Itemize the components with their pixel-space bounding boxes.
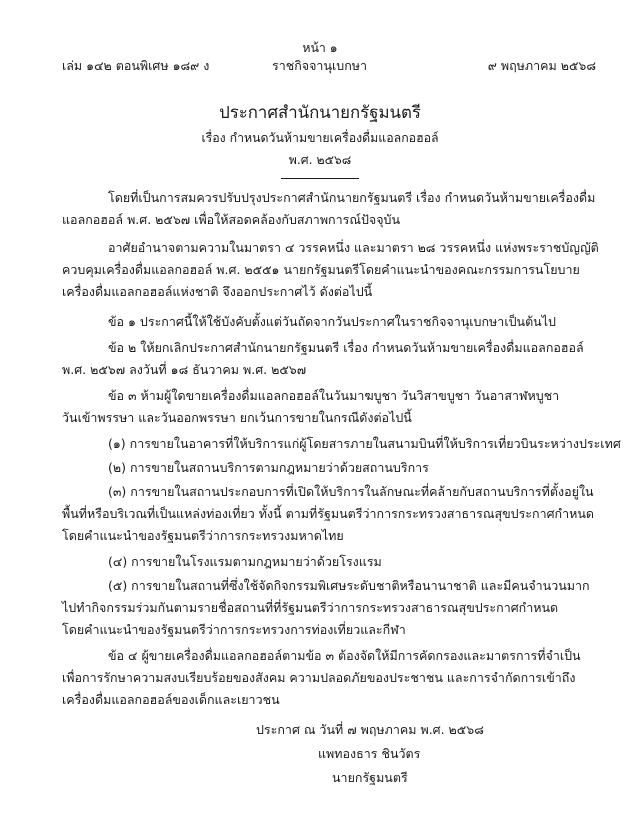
paragraph-line: โดยที่เป็นการสมควรปรับปรุงประกาศสำนักนายกรัฐมนตรี เรื่อง กำหนดวันห้ามขายเครื่องดื่ม — [108, 190, 596, 205]
clause-line: ข้อ ๑ ประกาศนี้ให้ใช้บังคับตั้งแต่วันถัดจากวันประกาศในราชกิจจานุเบกษาเป็นต้นไป — [108, 314, 556, 329]
page-number: หน้า ๑ — [302, 41, 338, 55]
publication-date: ๙ พฤษภาคม ๒๕๖๘ — [487, 58, 596, 73]
item-line: พื้นที่หรือบริเวณที่เป็นแหล่งท่องเที่ยว ทั้งนี้ ตามที่รัฐมนตรีว่าการกระทรวงสาธารณสุขประกาศกำหนด — [62, 506, 595, 521]
item-line: (๕) การขายในสถานที่ซึ่งใช้จัดกิจกรรมพิเศษระดับชาติหรือนานาชาติ และมีคนจำนวนมาก — [108, 578, 590, 593]
title-divider — [281, 178, 359, 179]
announcement-title: ประกาศสำนักนายกรัฐมนตรี — [219, 102, 421, 122]
clause-line: เครื่องดื่มแอลกอฮอล์ของเด็กและเยาวชน — [62, 692, 280, 707]
paragraph-line: เครื่องดื่มแอลกอฮอล์แห่งชาติ จึงออกประกาศไว้ ดังต่อไปนี้ — [62, 284, 373, 299]
item-line: โดยคำแนะนำของรัฐมนตรีว่าการกระทรวงการท่องเที่ยวและกีฬา — [62, 622, 406, 637]
paragraph-line: แอลกอฮอล์ พ.ศ. ๒๕๖๗ เพื่อให้สอดคล้องกับสภาพการณ์ปัจจุบัน — [62, 212, 401, 227]
item-line: ไปทำกิจกรรมร่วมกันตามรายชื่อสถานที่ที่รัฐมนตรีว่าการกระทรวงสาธารณสุขประกาศกำหนด — [62, 600, 559, 615]
signatory-position: นายกรัฐมนตรี — [332, 770, 408, 785]
clause-line: วันเข้าพรรษา และวันออกพรรษา ยกเว้นการขายในกรณีดังต่อไปนี้ — [62, 410, 412, 425]
clause-line: ข้อ ๔ ผู้ขายเครื่องดื่มแอลกอฮอล์ตามข้อ ๓ ต้องจัดให้มีการคัดกรองและมาตรการที่จำเป็น — [108, 648, 581, 663]
clause-line: ข้อ ๒ ให้ยกเลิกประกาศสำนักนายกรัฐมนตรี เรื่อง กำหนดวันห้ามขายเครื่องดื่มแอลกอฮอล์ — [108, 340, 584, 355]
paragraph-line: อาศัยอำนาจตามความในมาตรา ๔ วรรคหนึ่ง และมาตรา ๒๘ วรรคหนึ่ง แห่งพระราชบัญญัติ — [108, 240, 599, 255]
item-line: (๒) การขายในสถานบริการตามกฎหมายว่าด้วยสถานบริการ — [108, 460, 429, 475]
clause-line: ข้อ ๓ ห้ามผู้ใดขายเครื่องดื่มแอลกอฮอล์ในวันมาฆบูชา วันวิสาขบูชา วันอาสาฬหบูชา — [108, 388, 560, 403]
gazette-header — [62, 58, 596, 76]
volume-issue: เล่ม ๑๔๒ ตอนพิเศษ ๑๘๙ ง — [62, 58, 210, 73]
announcement-year: พ.ศ. ๒๕๖๘ — [288, 153, 352, 167]
item-line: โดยคำแนะนำของรัฐมนตรีว่าการกระทรวงมหาดไทย — [62, 528, 344, 543]
clause-line: เพื่อการรักษาความสงบเรียบร้อยของสังคม ความปลอดภัยของประชาชน และการจำกัดการเข้าถึง — [62, 670, 576, 685]
item-line: (๑) การขายในอาคารที่ให้บริการแก่ผู้โดยสารภายในสนามบินที่ให้บริการเที่ยวบินระหว่างประเทศ — [108, 436, 621, 451]
publication-name: ราชกิจจานุเบกษา — [272, 58, 368, 73]
announcement-subject: เรื่อง กำหนดวันห้ามขายเครื่องดื่มแอลกอฮอล์ — [201, 131, 439, 145]
issued-date: ประกาศ ณ วันที่ ๗ พฤษภาคม พ.ศ. ๒๕๖๘ — [256, 722, 484, 737]
signatory-name: แพทองธาร ชินวัตร — [318, 746, 421, 761]
item-line: (๔) การขายในโรงแรมตามกฎหมายว่าด้วยโรงแรม — [108, 554, 382, 569]
paragraph-line: ควบคุมเครื่องดื่มแอลกอฮอล์ พ.ศ. ๒๕๕๑ นายกรัฐมนตรีโดยคำแนะนำของคณะกรรมการนโยบาย — [62, 262, 580, 277]
item-line: (๓) การขายในสถานประกอบการที่เปิดให้บริการในลักษณะที่คล้ายกับสถานบริการที่ตั้งอยู่ใน — [108, 484, 594, 499]
clause-line: พ.ศ. ๒๕๖๗ ลงวันที่ ๑๘ ธันวาคม พ.ศ. ๒๕๖๗ — [62, 362, 307, 377]
